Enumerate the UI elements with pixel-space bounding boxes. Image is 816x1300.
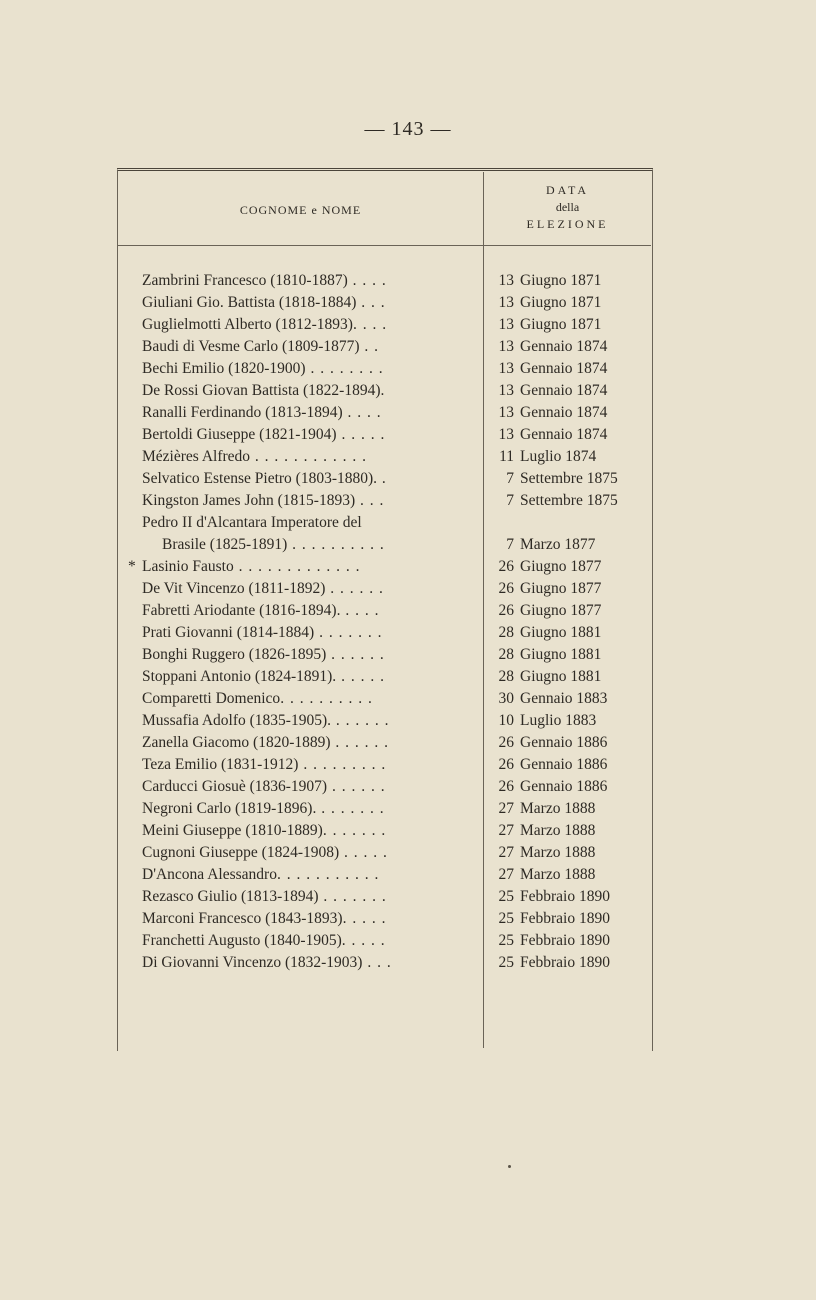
election-date (484, 776, 649, 798)
election-date (484, 908, 649, 930)
election-date (484, 336, 649, 358)
election-month-year: Luglio 1883 (520, 712, 597, 729)
member-name-text: Zambrini Francesco (1810-1887) (142, 272, 348, 289)
header-date-line2: della (555, 200, 580, 214)
leader-dots: . . . . . . (326, 646, 385, 663)
election-month-year: Marzo 1888 (520, 800, 596, 817)
election-day: 28 (498, 646, 514, 663)
election-month-year: Marzo 1888 (520, 866, 596, 883)
election-day: 13 (498, 404, 514, 421)
member-name-text: Mussafia Adolfo (1835-1905). (142, 712, 331, 729)
leader-dots: . . . . . . . . . . . . . (233, 558, 361, 575)
election-month-year: Marzo 1877 (520, 536, 596, 553)
election-day: 27 (498, 822, 514, 839)
election-month-year: Gennaio 1874 (520, 382, 608, 399)
election-date (484, 732, 649, 754)
election-month-year: Marzo 1888 (520, 822, 596, 839)
table-row (118, 688, 651, 710)
election-month-year: Gennaio 1886 (520, 778, 608, 795)
table-body (118, 270, 651, 974)
leader-dots: . . . . . . . . (305, 360, 384, 377)
leader-dots: . . . . (342, 404, 382, 421)
leader-dots: . . . . . . . . . . . . (250, 448, 368, 465)
election-date (484, 534, 649, 556)
election-month-year: Febbraio 1890 (520, 910, 610, 927)
table-row (118, 600, 651, 622)
election-day: 28 (498, 668, 514, 685)
election-date (484, 358, 649, 380)
table-row (118, 578, 651, 600)
table-row (118, 336, 651, 358)
member-name-text: Ranalli Ferdinando (1813-1894) (142, 404, 343, 421)
header-date-column (484, 182, 651, 233)
table-row (118, 710, 651, 732)
ink-speck (508, 1165, 511, 1168)
election-date (484, 292, 649, 314)
member-name (142, 336, 478, 358)
member-name (142, 732, 478, 754)
member-name-text: Meini Giuseppe (1810-1889) (142, 822, 323, 839)
table-row (118, 292, 651, 314)
member-name (142, 886, 478, 908)
election-day: 13 (498, 316, 514, 333)
leader-dots: . . . . . . . (314, 624, 383, 641)
header-date-line1: DATA (545, 183, 590, 197)
election-date (484, 710, 649, 732)
leader-dots: . . . . (347, 272, 387, 289)
table-row (118, 754, 651, 776)
table-row (118, 534, 651, 556)
member-name (142, 556, 478, 578)
member-name-text: Mézières Alfredo (142, 448, 251, 465)
table-row (118, 446, 651, 468)
election-month-year: Giugno 1881 (520, 646, 602, 663)
table-row (118, 732, 651, 754)
election-date (484, 424, 649, 446)
leader-dots: . . . . . . (325, 580, 384, 597)
election-day: 27 (498, 866, 514, 883)
election-date (484, 622, 649, 644)
election-month-year: Gennaio 1883 (520, 690, 608, 707)
member-name-text: Fabretti Ariodante (1816-1894). (142, 602, 341, 619)
election-month-year: Giugno 1881 (520, 668, 602, 685)
member-name-text: Negroni Carlo (1819-1896). (142, 800, 317, 817)
member-name (142, 864, 478, 886)
election-date (484, 688, 649, 710)
member-name-text: Zanella Giacomo (1820-1889) (142, 734, 331, 751)
leader-dots: . . . . (340, 602, 380, 619)
election-date (484, 644, 649, 666)
member-name (142, 358, 478, 380)
leader-dots: . . . . . . . . . . . (276, 866, 380, 883)
member-name (142, 600, 478, 622)
election-month-year: Gennaio 1874 (520, 426, 608, 443)
election-day: 7 (506, 470, 514, 487)
table-row (118, 886, 651, 908)
leader-dots: . . . . . . . (316, 800, 385, 817)
election-month-year: Giugno 1877 (520, 602, 602, 619)
election-date (484, 600, 649, 622)
election-day: 25 (498, 954, 514, 971)
election-month-year: Gennaio 1874 (520, 338, 608, 355)
election-day: 25 (498, 932, 514, 949)
member-name-text: Brasile (1825-1891) (162, 536, 288, 553)
member-name-text: De Vit Vincenzo (1811-1892) (142, 580, 326, 597)
member-name-text: Cugnoni Giuseppe (1824-1908) (142, 844, 340, 861)
election-day: 13 (498, 426, 514, 443)
election-month-year: Gennaio 1886 (520, 734, 608, 751)
leader-dots: . . . . . . . (322, 822, 387, 839)
election-month-year: Settembre 1875 (520, 492, 618, 509)
leader-dots: . . . (356, 294, 386, 311)
election-date (484, 930, 649, 952)
member-name (142, 446, 478, 468)
member-name (142, 424, 478, 446)
member-name (142, 688, 478, 710)
leader-dots: . . . . . (336, 668, 385, 685)
leader-dots: . . . . . . (327, 778, 386, 795)
member-name-text: Giuliani Gio. Battista (1818-1884) (142, 294, 357, 311)
election-date (484, 952, 649, 974)
election-date (484, 578, 649, 600)
table-row (118, 512, 651, 534)
member-name (142, 270, 478, 292)
member-name (142, 842, 478, 864)
election-date (484, 380, 649, 402)
leader-dots: . . . . . (342, 910, 387, 927)
leader-dots: . . . . . . (331, 712, 390, 729)
election-day: 26 (498, 734, 514, 751)
member-name (142, 622, 478, 644)
election-day: 13 (498, 294, 514, 311)
election-day: 27 (498, 844, 514, 861)
table-row (118, 270, 651, 292)
member-name-text: Bonghi Ruggero (1826-1895) (142, 646, 327, 663)
election-month-year: Giugno 1871 (520, 294, 602, 311)
member-name (142, 512, 478, 534)
election-day: 7 (506, 492, 514, 509)
member-name-text: Baudi di Vesme Carlo (1809-1877) (142, 338, 360, 355)
member-name-text: Comparetti Domenico (142, 690, 281, 707)
member-name-text: Marconi Francesco (1843-1893) (142, 910, 343, 927)
member-name (142, 644, 478, 666)
leader-dots: . . . . . . . . . . (287, 536, 385, 553)
election-month-year: Giugno 1877 (520, 558, 602, 575)
member-name (162, 534, 498, 556)
election-day: 13 (498, 360, 514, 377)
table-row (118, 842, 651, 864)
member-name-text: Selvatico Estense Pietro (1803-1880). (142, 470, 378, 487)
table-row (118, 930, 651, 952)
election-month-year: Gennaio 1874 (520, 404, 608, 421)
leader-dots: . . . (355, 492, 385, 509)
leader-dots: . . . . . . . . . . (280, 690, 373, 707)
table-row (118, 424, 651, 446)
member-name (142, 930, 478, 952)
election-date (484, 666, 649, 688)
election-month-year: Giugno 1877 (520, 580, 602, 597)
election-date (484, 270, 649, 292)
election-day: 28 (498, 624, 514, 641)
election-month-year: Luglio 1874 (520, 448, 597, 465)
member-name-text: Carducci Giosuè (1836-1907) (142, 778, 328, 795)
member-name-text: Teza Emilio (1831-1912) (142, 756, 299, 773)
member-name (142, 292, 478, 314)
election-day: 26 (498, 580, 514, 597)
table-row (118, 556, 651, 578)
election-month-year: Febbraio 1890 (520, 954, 610, 971)
table-row (118, 490, 651, 512)
member-name (142, 578, 478, 600)
leader-dots: . . . . . (341, 932, 386, 949)
election-date (484, 556, 649, 578)
table-row (118, 358, 651, 380)
table-row (118, 776, 651, 798)
election-date (484, 754, 649, 776)
election-day: 13 (498, 382, 514, 399)
header-divider (118, 245, 651, 246)
election-date (484, 314, 649, 336)
member-name-text: Di Giovanni Vincenzo (1832-1903) (142, 954, 363, 971)
asterisk-marker: * (128, 558, 136, 575)
member-name-text: Franchetti Augusto (1840-1905) (142, 932, 342, 949)
election-day: 10 (498, 712, 514, 729)
member-name (142, 666, 478, 688)
member-name-text: Pedro II d'Alcantara Imperatore del (142, 514, 362, 531)
election-date (484, 886, 649, 908)
election-month-year: Febbraio 1890 (520, 888, 610, 905)
member-name-text: Kingston James John (1815-1893) (142, 492, 356, 509)
table-row (118, 798, 651, 820)
table-row (118, 644, 651, 666)
member-name (142, 710, 478, 732)
election-date (484, 468, 649, 490)
election-date (484, 402, 649, 424)
election-month-year: Marzo 1888 (520, 844, 596, 861)
member-name (142, 380, 478, 402)
election-month-year: Giugno 1881 (520, 624, 602, 641)
leader-dots: . (377, 470, 387, 487)
leader-dots: . . (359, 338, 380, 355)
election-month-year: Gennaio 1874 (520, 360, 608, 377)
election-month-year: Giugno 1871 (520, 272, 602, 289)
election-month-year: Settembre 1875 (520, 470, 618, 487)
election-month-year: Febbraio 1890 (520, 932, 610, 949)
election-date (484, 446, 649, 468)
leader-dots: . . . . . . . . . (298, 756, 387, 773)
election-day: 27 (498, 800, 514, 817)
election-date (484, 842, 649, 864)
leader-dots: . . . . . . (330, 734, 390, 751)
table-row (118, 908, 651, 930)
member-name-text: D'Ancona Alessandro (142, 866, 277, 883)
member-name-text: Bechi Emilio (1820-1900) (142, 360, 306, 377)
member-name (142, 468, 478, 490)
leader-dots: . . . (362, 954, 392, 971)
table-row (118, 622, 651, 644)
leader-dots: . . . . . (339, 844, 388, 861)
member-name (142, 314, 478, 336)
member-name-text: Bertoldi Giuseppe (1821-1904) (142, 426, 337, 443)
member-name (142, 952, 478, 974)
member-name-text: Rezasco Giulio (1813-1894) (142, 888, 319, 905)
member-name-text: Stoppani Antonio (1824-1891). (142, 668, 337, 685)
header-name-column: COGNOME e NOME (239, 203, 362, 217)
table-row (118, 666, 651, 688)
table-row (118, 380, 651, 402)
table-row (118, 314, 651, 336)
table-row (118, 468, 651, 490)
leader-dots: . . . . . (336, 426, 386, 443)
election-day: 7 (506, 536, 514, 553)
member-name (142, 776, 478, 798)
member-name (142, 490, 478, 512)
election-day: 26 (498, 778, 514, 795)
page-number: — 143 — (364, 118, 452, 140)
member-name (142, 908, 478, 930)
table-row (118, 820, 651, 842)
election-day: 26 (498, 756, 514, 773)
leader-dots: . . . . . . . (318, 888, 387, 905)
election-date (484, 864, 649, 886)
table-row (118, 402, 651, 424)
header-date-line3: ELEZIONE (526, 217, 609, 231)
election-date (484, 798, 649, 820)
election-day: 13 (498, 338, 514, 355)
election-day: 26 (498, 558, 514, 575)
member-name-text: Lasinio Fausto (142, 558, 234, 575)
election-day: 11 (499, 448, 514, 465)
member-name (142, 798, 478, 820)
table-row (118, 864, 651, 886)
election-day: 30 (498, 690, 514, 707)
election-month-year: Giugno 1871 (520, 316, 602, 333)
table-row (118, 952, 651, 974)
election-day: 25 (498, 888, 514, 905)
member-name-text: Guglielmotti Alberto (1812-1893) (142, 316, 353, 333)
election-day: 26 (498, 602, 514, 619)
member-name (142, 402, 478, 424)
member-name (142, 754, 478, 776)
leader-dots: . . . . (352, 316, 388, 333)
member-name-text: Prati Giovanni (1814-1884) (142, 624, 315, 641)
election-day: 25 (498, 910, 514, 927)
election-date (484, 490, 649, 512)
member-name-text: De Rossi Giovan Battista (1822-1894). (142, 382, 385, 399)
election-day: 13 (498, 272, 514, 289)
member-name (142, 820, 478, 842)
election-month-year: Gennaio 1886 (520, 756, 608, 773)
election-date (484, 820, 649, 842)
